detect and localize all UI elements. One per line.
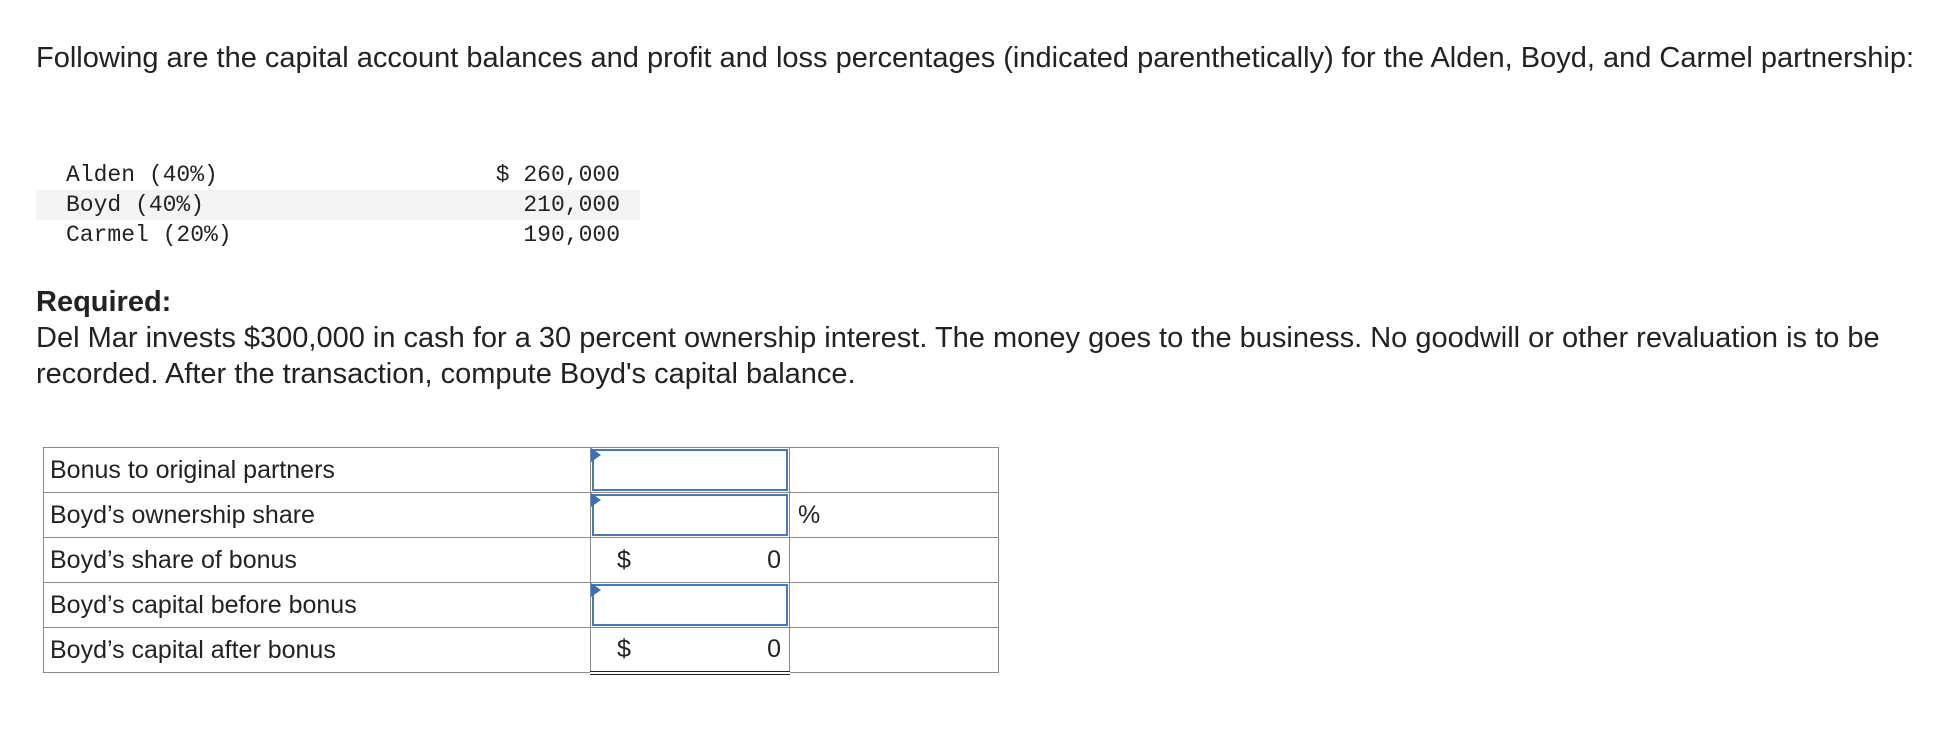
answer-cell (591, 448, 790, 493)
answer-table (43, 447, 999, 675)
row-label: Boyd’s share of bonus (44, 538, 591, 583)
row-suffix (790, 583, 999, 628)
answer-cell (591, 583, 790, 628)
percent-suffix: % (790, 493, 999, 538)
boyd-share-of-bonus-value: 0 (767, 545, 781, 574)
partner-balance: $ 260,000 (495, 162, 620, 188)
currency-symbol: $ (617, 634, 631, 663)
capital-balances-list (36, 160, 640, 250)
balance-row-carmel (36, 220, 640, 250)
table-row (44, 448, 999, 493)
row-suffix (790, 448, 999, 493)
row-label: Bonus to original partners (44, 448, 591, 493)
balance-row-alden (36, 160, 640, 190)
calculated-cell (591, 628, 790, 673)
table-row (44, 538, 999, 583)
table-row (44, 583, 999, 628)
bonus-to-original-partners-input[interactable] (592, 449, 788, 491)
row-suffix (790, 538, 999, 583)
calculated-value (591, 546, 789, 575)
row-label: Boyd’s capital after bonus (44, 628, 591, 673)
problem-intro: Following are the capital account balances and profit and loss percentages (indicated parenthetically) for the Alden, Boyd, and Carmel partnership: (36, 42, 1915, 74)
required-heading: Required: (36, 286, 172, 318)
table-row (44, 628, 999, 673)
partner-balance: 190,000 (523, 222, 620, 248)
boyd-capital-before-bonus-input[interactable] (592, 584, 788, 626)
row-suffix (790, 628, 999, 673)
balance-row-boyd (36, 190, 640, 220)
currency-symbol: $ (617, 545, 631, 574)
table-row (44, 493, 999, 538)
partner-balance: 210,000 (523, 192, 620, 218)
partner-name: Alden (40%) (66, 162, 218, 188)
row-label: Boyd’s ownership share (44, 493, 591, 538)
row-label: Boyd’s capital before bonus (44, 583, 591, 628)
boyd-ownership-share-input[interactable] (592, 494, 788, 536)
answer-cell (591, 493, 790, 538)
calculated-cell (591, 538, 790, 583)
required-instructions: Del Mar invests $300,000 in cash for a 30 percent ownership interest. The money goes to the business. No goodwill or other revaluation is to be recorded. After the transaction, compute Boyd's capital balance. (36, 322, 1880, 390)
calculated-value (591, 635, 789, 664)
input-marker-icon (591, 493, 601, 507)
boyd-capital-after-bonus-value: 0 (767, 634, 781, 663)
partner-name: Carmel (20%) (66, 222, 232, 248)
input-marker-icon (591, 448, 601, 462)
partner-name: Boyd (40%) (66, 192, 205, 218)
input-marker-icon (591, 583, 601, 597)
